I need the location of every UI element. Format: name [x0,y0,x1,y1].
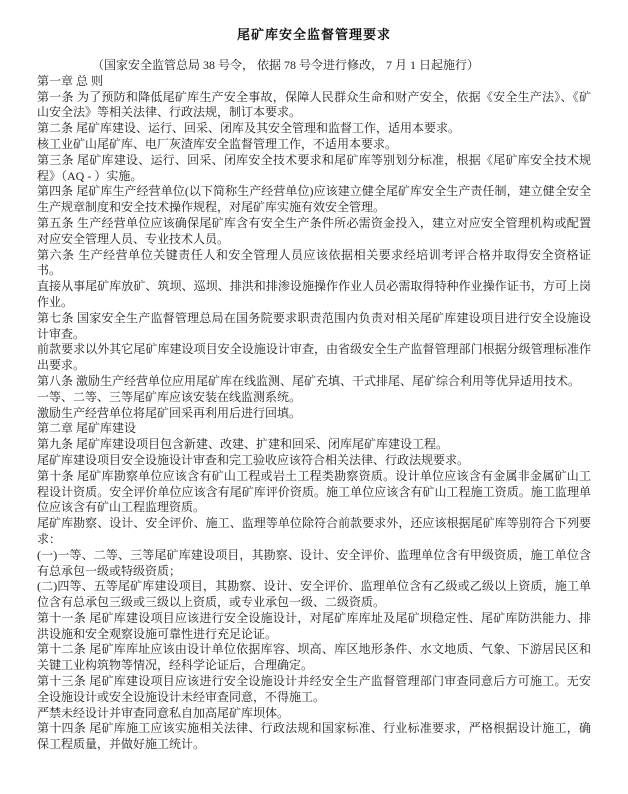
paragraph: 核工业矿山尾矿库、电厂灰渣库安全监督管理工作，不适用本要求。 [37,136,398,151]
paragraph: 第三条 尾矿库建设、运行、回采、闭库安全技术要求和尾矿库等别划分标准，根据《尾矿库安全技术规程》（AQ - ）实施。 [37,152,591,183]
document-title: 尾矿库安全监督管理要求 [236,27,391,42]
paragraph: 一等、二等、三等尾矿库应该安装在线监测系统。 [37,389,302,404]
paragraph: 前款要求以外其它尾矿库建设项目安全设施设计审查，由省级安全生产监督管理部门根据分级管理标准作出要求。 [37,342,591,373]
paragraph: 尾矿库建设项目安全设施设计审查和完工验收应该符合相关法律、行政法规要求。 [37,452,470,467]
paragraph: 第二条 尾矿库建设、运行、回采、闭库及其安全管理和监督工作，适用本要求。 [37,121,461,136]
paragraph: 尾矿库勘察、设计、安全评价、施工、监理等单位除符合前款要求外，还应该根据尾矿库等别符合下列要求： [37,516,591,546]
paragraph: 严禁未经设计并审查同意私自加高尾矿库坝体。 [37,705,290,720]
paragraph: 第一章 总 则 [37,73,104,88]
paragraph: 第五条 生产经营单位应该确保尾矿库含有安全生产条件所必需资金投入，建立对应安全管理机构或配置对应安全管理人员、专业技术人员。 [37,215,591,246]
paragraph: 第十一条 尾矿库建设项目应该进行安全设施设计，对尾矿库库址及尾矿坝稳定性、尾矿库防洪能力、排洪设施和安全观察设施可靠性进行充足论证。 [37,610,591,641]
paragraph: 直接从事尾矿库放矿、筑坝、巡坝、排洪和排渗设施操作作业人员必需取得特种作业操作证书，方可上岗作业。 [37,279,591,309]
paragraph: 第六条 生产经营单位关键责任人和安全管理人员应该依据相关要求经培训考评合格并取得安全资格证书。 [37,247,591,278]
paragraph: 第七条 国家安全生产监督管理总局在国务院要求职责范围内负责对相关尾矿库建设项目进行安全设施设计审查。 [37,310,591,341]
paragraph: 第四条 尾矿库生产经营单位(以下简称生产经营单位)应该建立健全尾矿库安全生产责任制，建立健全安全生产规章制度和安全技术操作规程，对尾矿库实施有效安全管理。 [37,184,591,215]
paragraph: 第八条 激励生产经营单位应用尾矿库在线监测、尾矿充填、干式排尾、尾矿综合利用等优异适用技术。 [37,373,581,388]
paragraph: 激励生产经营单位将尾矿回采再利用后进行回填。 [37,405,302,420]
document-subtitle: （国家安全监管总局 38 号令， 依据 78 号令进行修改， 7 月 1 日起施行） [92,58,480,72]
paragraph: 第十四条 尾矿库施工应该实施相关法律、行政法规和国家标准、行业标准要求，严格根据设计施工，确保工程质量，并做好施工统计。 [37,721,591,752]
paragraph: 第二章 尾矿库建设 [37,421,137,436]
paragraph: 第一条 为了预防和降低尾矿库生产安全事故，保障人民群众生命和财产安全，依据《安全生产法》、《矿山安全法》等相关法律、行政法规，制订本要求。 [37,89,591,120]
paragraph: (一)一等、二等、三等尾矿库建设项目，其勘察、设计、安全评价、监理单位含有甲级资质，施工单位含有总承包一级或特级资质； [37,547,591,578]
document-body [37,74,591,753]
paragraph: 第九条 尾矿库建设项目包含新建、改建、扩建和回采、闭库尾矿库建设工程。 [37,437,449,452]
paragraph: 第十二条 尾矿库库址应该由设计单位依据库容、坝高、库区地形条件、水文地质、气象、下游居民区和关键工业构筑物等情况，经科学论证后，合理确定。 [37,642,591,673]
paragraph: (二)四等、五等尾矿库建设项目，其勘察、设计、安全评价、监理单位含有乙级或乙级以上资质，施工单位含有总承包三级或三级以上资质，或专业承包一级、二级资质。 [37,579,591,610]
paragraph: 第十三条 尾矿库建设项目应该进行安全设施设计并经安全生产监督管理部门审查同意后方可施工。无安全设施设计或安全设施设计未经审查同意，不得施工。 [37,674,591,704]
paragraph: 第十条 尾矿库勘察单位应该含有矿山工程或岩土工程类勘察资质。设计单位应该含有金属非金属矿山工程设计资质。安全评价单位应该含有尾矿库评价资质。施工单位应该含有矿山工程施工资质。施工监理单位应该含有矿山工程监理资质。 [37,468,591,515]
